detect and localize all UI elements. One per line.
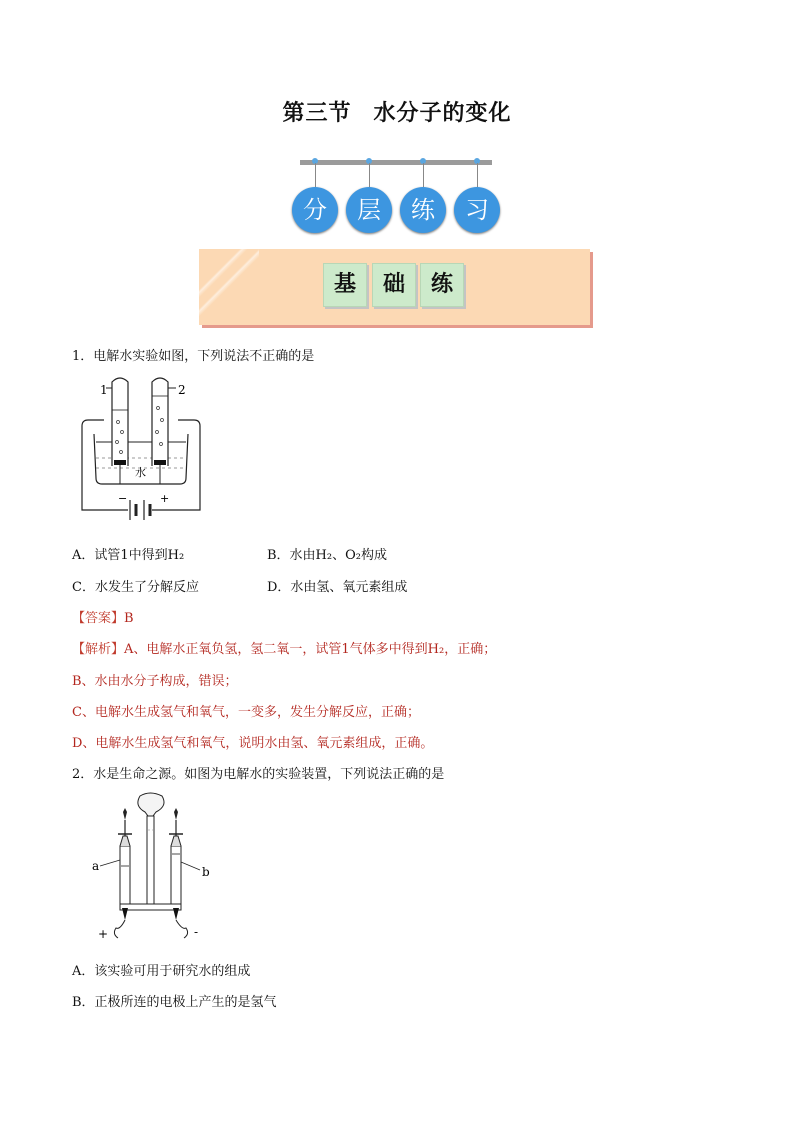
q1-analysis-d: D、电解水生成氢气和氧气，说明水由氢、氧元素组成，正确。 [72,736,434,751]
figure1-water-label: 水 [135,466,146,479]
electrolysis-figure-2 [90,790,220,950]
q2-stem: 2．水是生命之源。如图为电解水的实验装置，下列说法正确的是 [72,767,445,782]
figure2-label-b: b [202,865,210,879]
q2-option-b: B．正极所连的电极上产生的是氢气 [72,995,277,1010]
q1-analysis-c: C、电解水生成氢气和氧气，一变多，发生分解反应，正确； [72,705,420,720]
section-tile-lian: 练 [420,263,464,307]
figure2-minus: - [194,925,199,939]
badge-ceng: 层 [346,187,392,233]
figure1-minus: − [118,492,128,505]
badge-xi: 习 [454,187,500,233]
hanger-string [423,163,424,187]
q1-answer [72,607,134,626]
answer-value: B [124,611,134,626]
title-section: 第三节 [282,101,352,126]
q1-option-c: C．水发生了分解反应 [72,580,199,595]
analysis-tag: 【解析】 [72,642,125,657]
q1-analysis-a [72,638,496,657]
section-tile-chu: 础 [372,263,416,307]
q2-option-a: A．该实验可用于研究水的组成 [72,964,251,979]
q1-option-d: D．水由氢、氧元素组成 [267,580,408,595]
q1-analysis-b: B、水由水分子构成，错误； [72,674,238,689]
analysis-text: A、电解水正氧负氢，氢二氧一，试管1气体多中得到H₂，正确； [124,642,497,657]
title-topic: 水分子的变化 [373,101,512,126]
banner-stripe [199,249,259,325]
figure2-plus: + [98,927,109,941]
hanger-string [369,163,370,187]
badge-lian: 练 [400,187,446,233]
hanger-string [477,163,478,187]
figure1-plus: + [160,492,170,505]
q1-option-a: A．试管1中得到H₂ [72,548,185,563]
figure1-tube1-label: 1 [100,383,108,397]
q1-stem: 1．电解水实验如图，下列说法不正确的是 [72,349,315,364]
q1-option-b: B．水由H₂、O₂构成 [267,548,387,563]
figure2-label-a: a [92,859,100,873]
hanger-string [315,163,316,187]
figure1-tube2-label: 2 [178,383,186,397]
badge-hanger-bar [300,160,492,165]
badge-fen: 分 [292,187,338,233]
section-tile-ji: 基 [323,263,367,307]
answer-tag: 【答案】 [72,611,125,626]
electrolysis-figure-1 [80,372,210,532]
page-title [0,96,794,127]
